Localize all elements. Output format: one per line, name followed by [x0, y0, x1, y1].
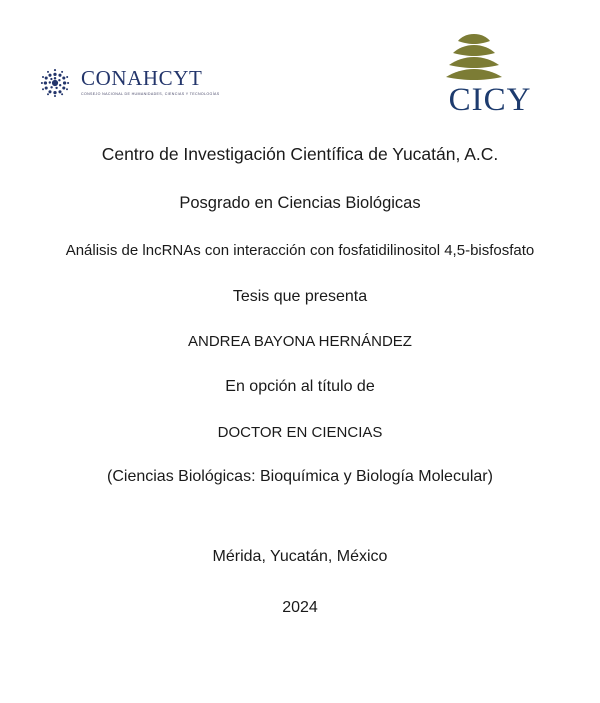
conahcyt-logo	[38, 66, 220, 100]
cicy-wordmark: CICY	[448, 82, 532, 118]
thesis-title: Análisis de lncRNAs con interacción con fosfatidilinositol 4,5-bisfosfato	[65, 242, 535, 259]
cover-text-block	[0, 144, 600, 617]
presents-label: Tesis que presenta	[232, 288, 368, 306]
conahcyt-name: CONAHCYT	[81, 66, 203, 91]
year: 2024	[282, 599, 318, 617]
author-name: ANDREA BAYONA HERNÁNDEZ	[188, 333, 412, 351]
conahcyt-dotted-circle-icon	[38, 66, 72, 100]
degree-option-label: En opción al título de	[225, 378, 375, 396]
institution-name: Centro de Investigación Científica de Yucatán, A.C.	[101, 144, 499, 164]
conahcyt-wordmark	[81, 68, 220, 97]
specialty-name: (Ciencias Biológicas: Bioquímica y Biología Molecular)	[107, 468, 493, 486]
program-name: Posgrado en Ciencias Biológicas	[179, 194, 421, 212]
conahcyt-subtitle: CONSEJO NACIONAL DE HUMANIDADES, CIENCIAS Y TECNOLOGÍAS	[81, 92, 220, 97]
logo-row	[0, 0, 600, 140]
city-location: Mérida, Yucatán, México	[212, 548, 388, 566]
cicy-logo	[440, 32, 540, 117]
cicy-stacked-leaves-icon	[440, 32, 540, 84]
degree-name: DOCTOR EN CIENCIAS	[217, 424, 383, 442]
